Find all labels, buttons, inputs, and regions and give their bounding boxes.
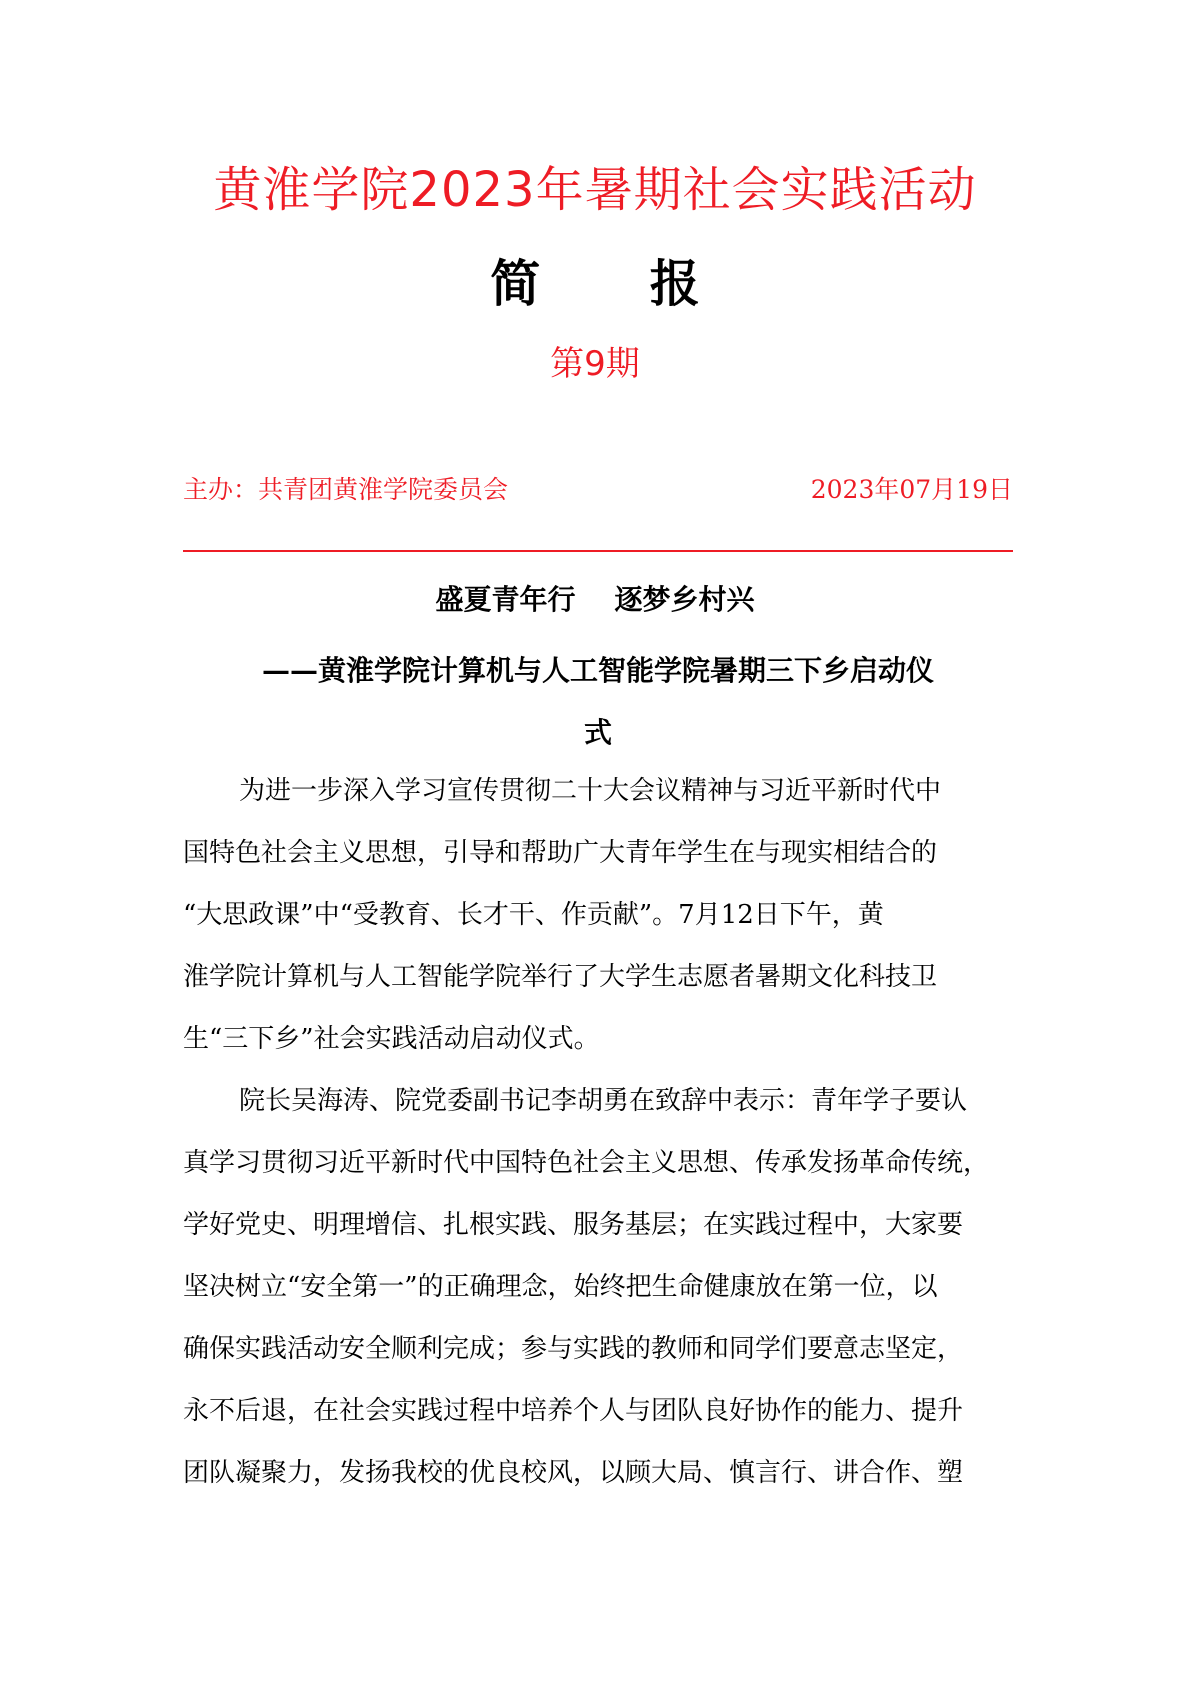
paragraph-line: 坚决树立“安全第一”的正确理念，始终把生命健康放在第一位，以 bbox=[183, 1272, 938, 1302]
sponsor-text: 主办：共青团黄淮学院委员会 bbox=[183, 475, 509, 504]
masthead-title: 黄淮学院2023年暑期社会实践活动 bbox=[213, 162, 977, 218]
paragraph-line: 生“三下乡”社会实践活动启动仪式。 bbox=[183, 1024, 600, 1054]
issue-date: 2023年07月19日 bbox=[810, 475, 1013, 504]
header-divider bbox=[183, 550, 1013, 552]
paragraph-line: 为进一步深入学习宣传贯彻二十大会议精神与习近平新时代中 bbox=[239, 776, 942, 806]
paragraph-line: 院长吴海涛、院党委副书记李胡勇在致辞中表示：青年学子要认 bbox=[239, 1086, 968, 1116]
article-title: 盛夏青年行 逐梦乡村兴 bbox=[435, 583, 755, 616]
brief-title: 简 报 bbox=[490, 255, 746, 313]
issue-number: 第9期 bbox=[550, 344, 640, 384]
sponsor-line bbox=[183, 472, 1013, 508]
paragraph-line: 淮学院计算机与人工智能学院举行了大学生志愿者暑期文化科技卫 bbox=[183, 962, 938, 992]
paragraph-line: 永不后退，在社会实践过程中培养个人与团队良好协作的能力、提升 bbox=[183, 1396, 964, 1426]
paragraph-line: “大思政课”中“受教育、长才干、作贡献”。7月12日下午，黄 bbox=[183, 900, 884, 930]
paragraph-line: 学好党史、明理增信、扎根实践、服务基层；在实践过程中，大家要 bbox=[183, 1210, 964, 1240]
paragraph-line: 团队凝聚力，发扬我校的优良校风，以顾大局、慎言行、讲合作、塑 bbox=[183, 1458, 964, 1488]
article-body bbox=[183, 760, 1023, 1504]
article-subtitle-line: ——黄淮学院计算机与人工智能学院暑期三下乡启动仪 bbox=[261, 654, 934, 687]
article-paragraph bbox=[183, 760, 1023, 1070]
paragraph-line: 确保实践活动安全顺利完成；参与实践的教师和同学们要意志坚定， bbox=[183, 1334, 964, 1364]
article-paragraph bbox=[183, 1070, 1023, 1504]
paragraph-line: 国特色社会主义思想，引导和帮助广大青年学生在与现实相结合的 bbox=[183, 838, 938, 868]
paragraph-line: 真学习贯彻习近平新时代中国特色社会主义思想、传承发扬革命传统， bbox=[183, 1148, 990, 1178]
article-subtitle bbox=[183, 640, 1013, 764]
article-subtitle-line: 式 bbox=[583, 716, 612, 749]
